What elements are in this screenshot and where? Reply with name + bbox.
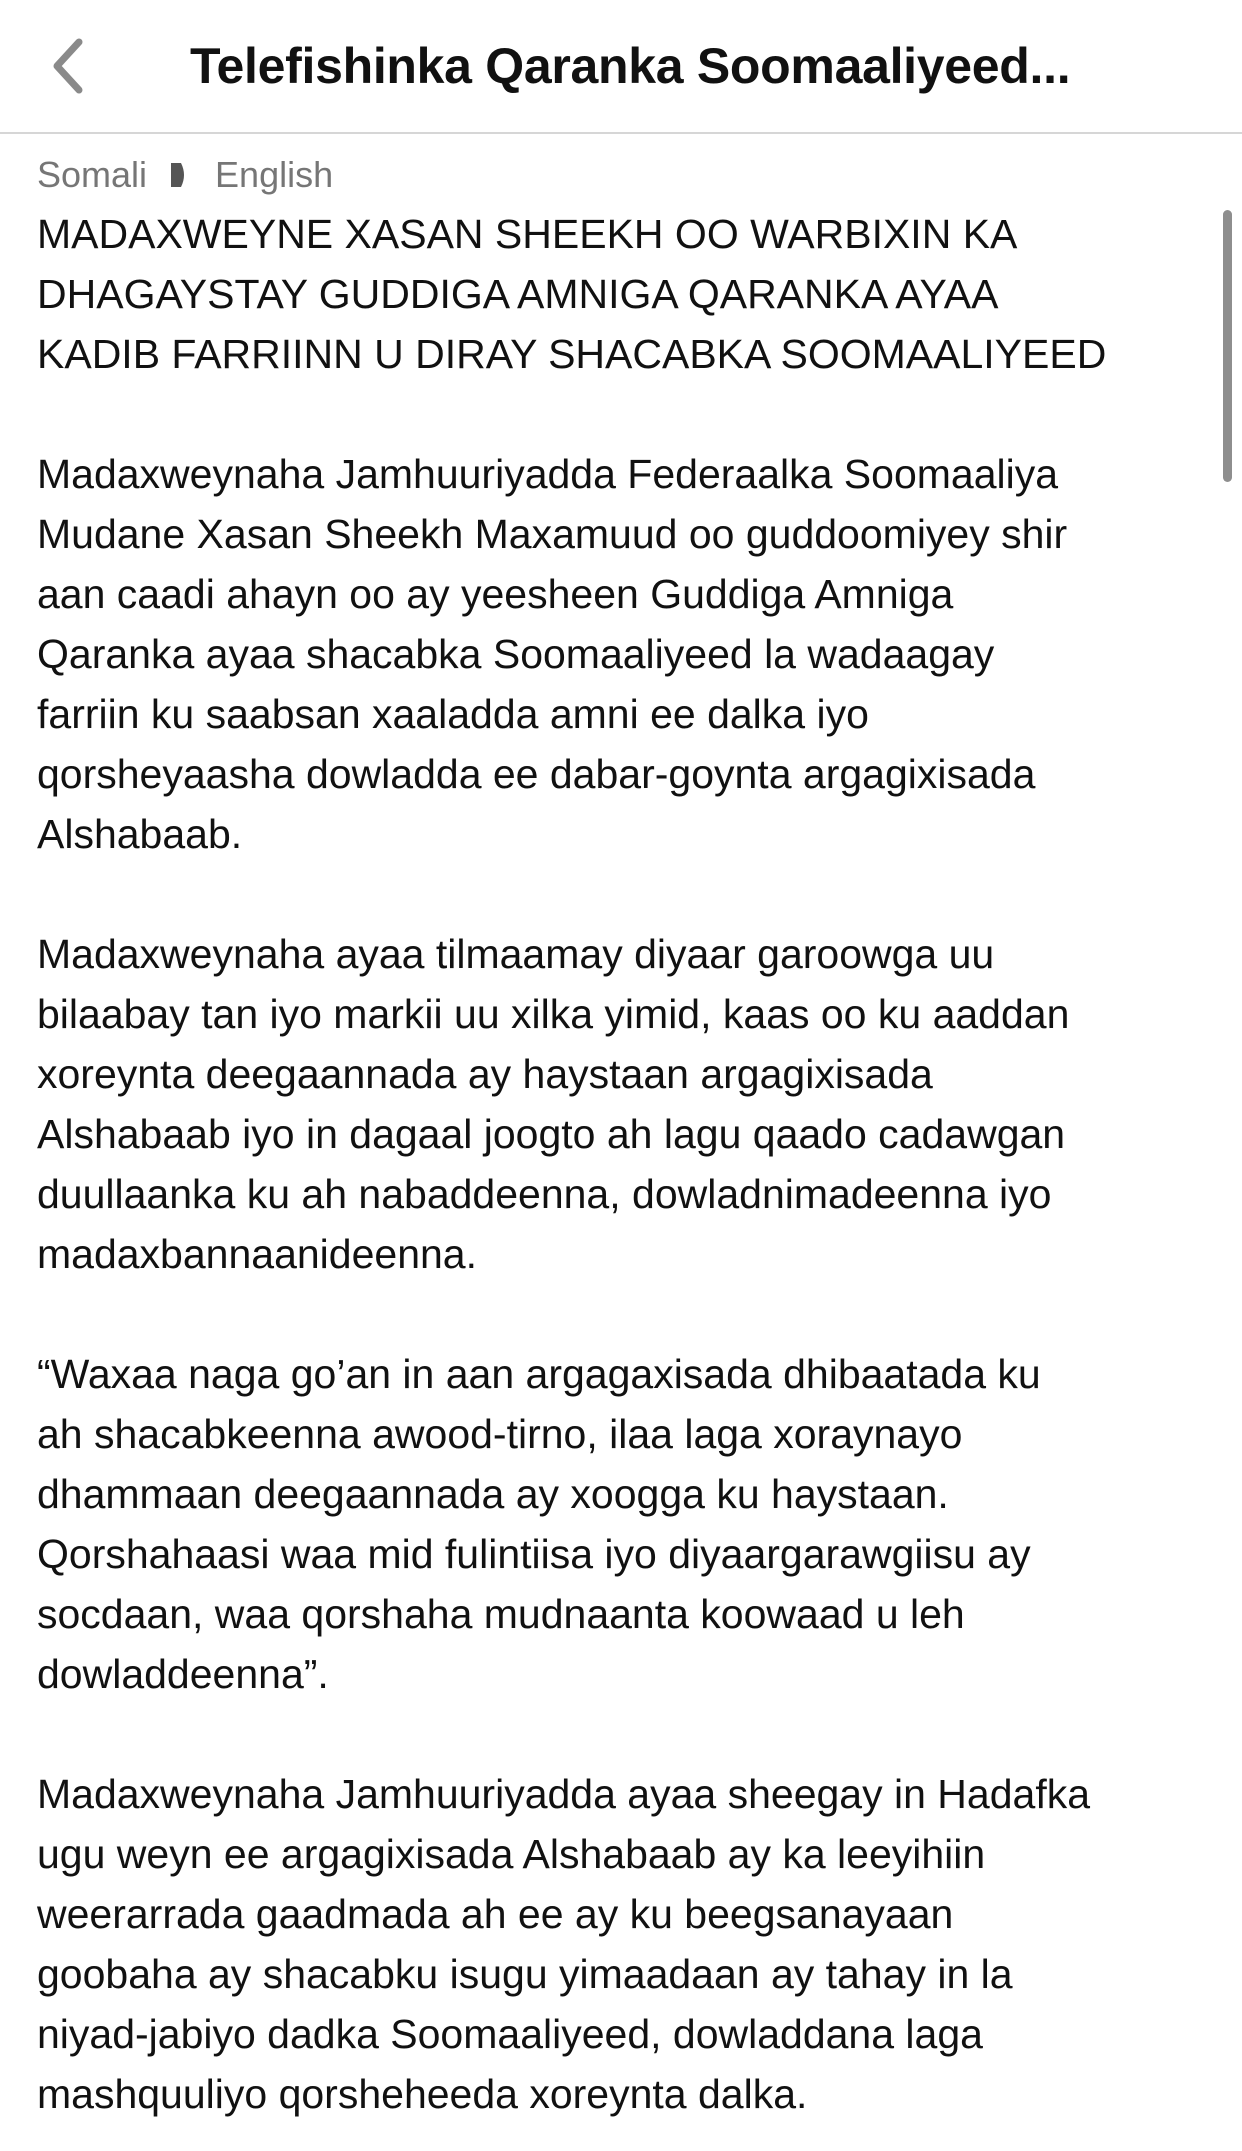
- chevron-left-icon: [51, 38, 85, 94]
- article-paragraph-1: Madaxweynaha Jamhuuriyadda Federaalka Soomaaliya Mudane Xasan Sheekh Maxamuud oo guddoomiyey shir aan caadi ahayn oo ay yeesheen Guddiga Amniga Qaranka ayaa shacabka Soomaaliyeed la wadaagay farriin ku saabsan xaaladda amni ee dalka iyo qorsheyaasha dowladda ee dabar-goynta argagixisada Alshabaab.: [37, 451, 1068, 857]
- target-language-label[interactable]: English: [215, 154, 334, 195]
- article-paragraph-4: Madaxweynaha Jamhuuriyadda ayaa sheegay in Hadafka ugu weyn ee argagixisada Alshabaab ay ka leeyihiin weerarrada gaadmada ah ee ay ku beegsanayaan goobaha ay shacabku isugu yimaadaan ay tahay in la niyad-jabiyo dadka Soomaaliyeed, dowladdana laga mashquuliyo qorsheheeda xoreynta dalka.: [37, 1771, 1091, 2117]
- article-paragraph-2: Madaxweynaha ayaa tilmaamay diyaar garoowga uu bilaabay tan iyo markii uu xilka yimid, kaas oo ku aaddan xoreynta deegaannada ay haystaan argagixisada Alshabaab iyo in dagaal joogto ah lagu qaado cadawgan duullaanka ku ah nabaddeenna, dowladnimadeenna iyo madaxbannaanideenna.: [37, 931, 1070, 1277]
- article-content: [37, 150, 1212, 2124]
- translation-bar: [37, 150, 1212, 200]
- top-navigation-bar: [0, 0, 1242, 134]
- vertical-scrollbar[interactable]: [1223, 210, 1232, 482]
- play-arrow-icon: [169, 161, 189, 189]
- article-paragraph-3: “Waxaa naga go’an in aan argagaxisada dhibaatada ku ah shacabkeenna awood-tirno, ilaa laga xoraynayo dhammaan deegaannada ay xoogga ku haystaan. Qorshahaasi waa mid fulintiisa iyo diyaargarawgiisu ay socdaan, waa qorshaha mudnaanta koowaad u leh dowladdeenna”.: [37, 1351, 1041, 1697]
- source-language-label[interactable]: Somali: [37, 154, 148, 195]
- article-headline: MADAXWEYNE XASAN SHEEKH OO WARBIXIN KA DHAGAYSTAY GUDDIGA AMNIGA QARANKA AYAA KADIB FARRIINN U DIRAY SHACABKA SOOMAALIYEED: [37, 211, 1107, 377]
- page-title: Telefishinka Qaranka Soomaaliyeed...: [190, 38, 1071, 94]
- back-button[interactable]: [38, 30, 98, 102]
